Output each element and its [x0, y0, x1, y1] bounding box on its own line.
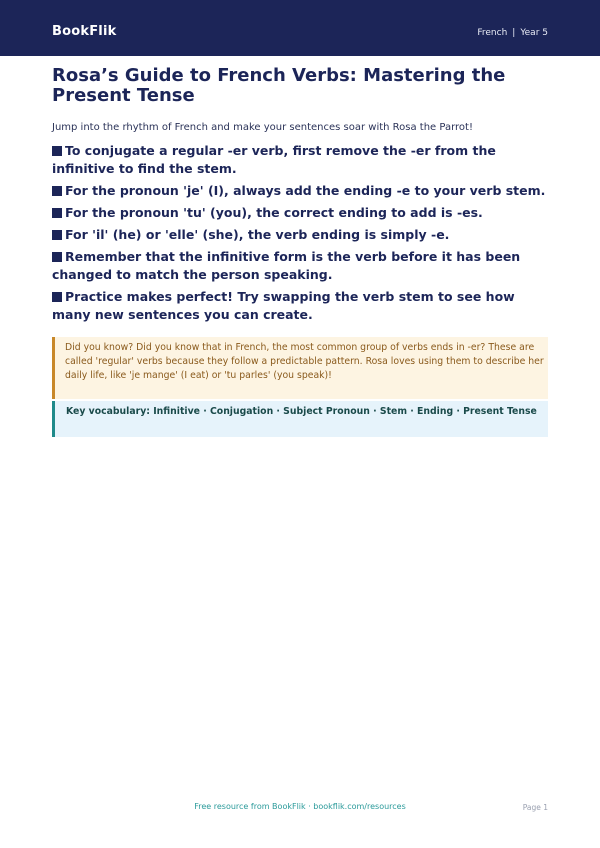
square-bullet-icon — [52, 230, 62, 240]
callout-text: Did you know? Did you know that in French, the most common group of verbs ends in -er? These are called 'regular' verbs because they follow a predictable pattern. Rosa loves using them to describe her daily life, like 'je mange' (I eat) or 'tu parles' (you speak)! — [65, 342, 544, 381]
step-text: Practice makes perfect! Try swapping the verb stem to see how many new sentences you can create. — [52, 289, 515, 322]
step-item — [52, 182, 552, 200]
step-text: To conjugate a regular -er verb, first remove the -er from the infinitive to find the stem. — [52, 143, 496, 176]
step-item — [52, 226, 552, 244]
step-text: Remember that the infinitive form is the verb before it has been changed to match the person speaking. — [52, 249, 521, 282]
step-text: For the pronoun 'tu' (you), the correct ending to add is -es. — [65, 205, 483, 220]
brand-logo-text[interactable]: BookFlik — [52, 24, 117, 39]
step-text: For 'il' (he) or 'elle' (she), the verb ending is simply -e. — [65, 227, 450, 242]
steps-list — [52, 142, 552, 328]
subject-label: French — [477, 28, 508, 38]
step-item — [52, 204, 552, 222]
step-item — [52, 288, 552, 324]
square-bullet-icon — [52, 146, 62, 156]
year-label: Year 5 — [520, 28, 548, 38]
page-number: Page 1 — [522, 803, 548, 812]
intro-text: Jump into the rhythm of French and make your sentences soar with Rosa the Parrot! — [52, 122, 473, 133]
square-bullet-icon — [52, 252, 62, 262]
page-header — [0, 0, 600, 56]
step-item — [52, 248, 552, 284]
step-item — [52, 142, 552, 178]
square-bullet-icon — [52, 292, 62, 302]
did-you-know-callout — [52, 337, 548, 399]
vocab-text: Key vocabulary: Infinitive · Conjugation · Subject Pronoun · Stem · Ending · Present Tense — [66, 406, 537, 417]
page-title: Rosa’s Guide to French Verbs: Mastering the Present Tense — [52, 65, 506, 106]
step-text: For the pronoun 'je' (I), always add the ending -e to your verb stem. — [65, 183, 546, 198]
key-vocabulary-box — [52, 401, 548, 437]
footer-resource-link[interactable]: Free resource from BookFlik · bookflik.com/resources — [194, 802, 406, 811]
square-bullet-icon — [52, 186, 62, 196]
header-meta — [477, 28, 548, 38]
square-bullet-icon — [52, 208, 62, 218]
meta-separator: | — [512, 28, 516, 38]
